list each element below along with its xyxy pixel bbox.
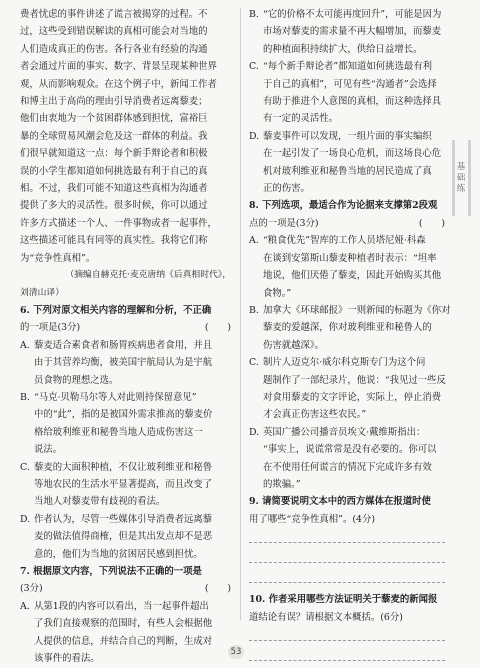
option-text: 由于其营养均衡，被美国宇航局认为是宇航 bbox=[34, 357, 213, 369]
option-letter: A. bbox=[20, 339, 30, 351]
option-letter: D. bbox=[249, 426, 260, 438]
question-10 bbox=[249, 591, 445, 626]
question-8 bbox=[249, 197, 445, 232]
answer-area-q10[interactable] bbox=[249, 629, 445, 668]
option-letter: A. bbox=[20, 600, 30, 612]
option-text: 当地人对藜麦带有歧视的看法。 bbox=[34, 496, 166, 508]
source-line: （摘编自赫克托·麦克唐纳《后真相时代》， bbox=[65, 270, 231, 281]
option-c[interactable] bbox=[20, 459, 231, 511]
option-text: 才会真正伤害这些农民。” bbox=[263, 409, 367, 421]
passage-line: 者会通过片面的事实、数字、背景呈现某种世界 bbox=[20, 61, 217, 73]
option-text: 格给玻利维亚和秘鲁当地人造成伤害这一 bbox=[34, 426, 203, 438]
option-text: 的欺骗。” bbox=[263, 478, 301, 490]
option-text: 英国广播公司播音员埃文·戴维斯指出： bbox=[263, 426, 426, 438]
option-text: 等地农民的生活水平显著提高，而且改变了 bbox=[34, 478, 213, 490]
option-text: 的种植面积持续扩大，供给日益增长。 bbox=[263, 43, 423, 55]
question-stem: 作者采用哪些方法证明关于藜麦的新闻报 bbox=[268, 594, 438, 606]
score-label: (3分) bbox=[57, 322, 81, 334]
passage bbox=[20, 6, 231, 267]
option-text: 加拿大《环球邮报》一则新闻的标题为《你对 bbox=[263, 304, 451, 316]
page-number bbox=[228, 645, 248, 661]
option-text: 中的“此”，指的是被国外需求推高的藜麦价 bbox=[34, 409, 213, 421]
option-letter: C. bbox=[20, 461, 30, 473]
option-text: 于自己的真相”，可见有些“沟通者”会选择 bbox=[263, 78, 437, 90]
source-line: 刘清山译） bbox=[20, 287, 64, 298]
side-tab-stripe bbox=[468, 140, 471, 216]
option-letter: D. bbox=[20, 513, 31, 525]
passage-line: 这些描述可能具有同等的真实性。我将它们称 bbox=[20, 235, 208, 247]
passage-line: 人们造成真正的伤害。各行各业有经验的沟通 bbox=[20, 43, 208, 55]
question-number: 10. bbox=[249, 594, 266, 606]
answer-bracket[interactable]: ( ) bbox=[204, 583, 231, 595]
answer-line[interactable] bbox=[249, 531, 445, 543]
option-text: 了我们直接观察的范围时，有些人会根据他 bbox=[34, 618, 213, 630]
score-label: (3分) bbox=[20, 583, 43, 595]
option-c[interactable] bbox=[249, 58, 445, 128]
question-stem: 用了哪些“竞争性真相”。 bbox=[249, 513, 353, 525]
passage-line: 为“竞争性真相”。 bbox=[20, 252, 96, 264]
passage-line: 观，从而影响观众。在这个例子中，新闻工作者 bbox=[20, 78, 217, 90]
passage-line: 许多方式描述一个人、一件事物或者一起事件， bbox=[20, 217, 217, 229]
option-text: 人提供的信息，并结合自己的判断，生成对 bbox=[34, 635, 213, 647]
passage-line: 相。不过，我们可能不知道这些真相为沟通者 bbox=[20, 183, 208, 195]
passage-line: 他们由衷地为一个贫困群体感到担忧，富裕巨 bbox=[20, 113, 208, 125]
option-text: “事实上，说谎常常是没有必要的。你可以 bbox=[263, 444, 437, 456]
option-text: 地说，他们厌倦了藜麦，因此开始购买其他 bbox=[263, 270, 442, 282]
option-text: 正的伤害。 bbox=[263, 183, 310, 195]
answer-line[interactable] bbox=[249, 571, 445, 583]
page-number-badge: 53 bbox=[228, 645, 244, 659]
option-d[interactable] bbox=[249, 424, 445, 494]
option-c[interactable] bbox=[249, 354, 445, 424]
option-text: 从第1段的内容可以看出，当一起事件超出 bbox=[34, 600, 209, 612]
option-text: 制片人迈克尔·威尔科克斯专门为这个问 bbox=[263, 357, 426, 369]
answer-line[interactable] bbox=[249, 649, 445, 661]
option-text: 员食物的理想之选。 bbox=[34, 374, 119, 386]
passage-line: 们很早就知道这一点：每个新手辩论者和积极 bbox=[20, 148, 208, 160]
passage-line: 提供了多大的灵活性。很多时候，你可以通过 bbox=[20, 200, 208, 212]
passage-line: 过，这些受到错误解读的真相可能会对当地的 bbox=[20, 26, 208, 38]
left-column bbox=[20, 6, 231, 667]
option-letter: D. bbox=[249, 130, 260, 142]
option-text: 藜麦的爱越深，你对玻利维亚和秘鲁人的 bbox=[263, 322, 432, 334]
answer-line[interactable] bbox=[249, 629, 445, 641]
question-stem: 根据原文内容，下列说法不正确的一项是 bbox=[33, 566, 202, 577]
option-text: 对食用藜麦的文字评论，实际上，停止消费 bbox=[263, 391, 442, 403]
question-stem: 道结论有误？请根据文本概括。 bbox=[249, 611, 381, 623]
option-text: 伤害就越深》。 bbox=[263, 339, 324, 351]
option-d[interactable] bbox=[20, 511, 231, 563]
question-number: 7. bbox=[20, 566, 30, 577]
question-number: 8. bbox=[249, 200, 259, 212]
passage-line: 暴的全球贸易风潮会危及这一群体的利益。我 bbox=[20, 130, 208, 142]
question-number: 6. bbox=[20, 304, 30, 316]
option-text: 在不使用任何谎言的情况下完成许多有效 bbox=[263, 461, 432, 473]
question-stem: 请简要说明文本中的西方媒体在报道时使 bbox=[262, 496, 431, 508]
score-label: (6分) bbox=[380, 611, 403, 623]
option-a[interactable] bbox=[249, 232, 445, 302]
option-text: 有一定的灵活性。 bbox=[263, 113, 339, 125]
answer-bracket[interactable]: ( ) bbox=[204, 322, 231, 334]
right-column bbox=[249, 6, 451, 668]
option-a[interactable] bbox=[20, 598, 231, 668]
option-text: 题制作了一部纪录片，他说：“我见过一些反 bbox=[263, 374, 446, 386]
option-text: 藜麦事件可以发现，一组片面的事实编织 bbox=[263, 130, 432, 142]
option-text: 市场对藜麦的需求量不再大幅增加，而藜麦 bbox=[263, 26, 442, 38]
option-text: 该事件的看法。 bbox=[34, 653, 100, 665]
option-b[interactable] bbox=[20, 389, 231, 459]
question-stem: 的一项是 bbox=[20, 322, 58, 334]
passage-line: 误的小学生都知道如何挑选最有利于自己的真 bbox=[20, 165, 208, 177]
question-6 bbox=[20, 302, 231, 337]
question-stem: 下列对原文相关内容的理解和分析，不正确 bbox=[33, 304, 212, 316]
option-text: “每个新手辩论者”都知道如何挑选最有利 bbox=[263, 61, 432, 73]
option-text: 有助于推进个人意图的真相，而这种选择具 bbox=[263, 96, 442, 108]
option-letter: B. bbox=[249, 304, 259, 316]
option-b[interactable] bbox=[249, 6, 445, 58]
question-stem: 下列选项，最适合作为论据来支撑第2段观 bbox=[262, 200, 438, 212]
option-text: “粮食优先”智库的工作人员塔尼娅·科森 bbox=[263, 235, 426, 247]
option-text: 意的，他们为当地的贫困居民感到担忧。 bbox=[34, 548, 203, 560]
side-tab bbox=[452, 140, 472, 216]
column-divider bbox=[240, 8, 241, 620]
side-tab-label: 基础练 bbox=[456, 162, 466, 194]
option-b[interactable] bbox=[249, 302, 451, 354]
answer-bracket[interactable]: ( ) bbox=[418, 217, 445, 229]
option-letter: B. bbox=[20, 391, 30, 403]
question-number: 9. bbox=[249, 496, 259, 508]
passage-line: 和博主出于高尚的理由引导消费者远离藜麦； bbox=[20, 96, 208, 108]
option-d[interactable] bbox=[249, 128, 445, 198]
question-9 bbox=[249, 493, 445, 528]
option-text: 麦的做法值得商榷，但是其出发点却不是恶 bbox=[34, 531, 213, 543]
score-label: (4分) bbox=[352, 513, 375, 525]
option-text: 藜麦的大面积种植，不仅让玻利维亚和秘鲁 bbox=[34, 461, 213, 473]
answer-line[interactable] bbox=[249, 551, 445, 563]
option-text: 食物。” bbox=[263, 287, 292, 299]
options-q6 bbox=[20, 337, 231, 563]
option-text: “马克·贝勒马尔等人对此则持保留意见” bbox=[34, 391, 197, 403]
option-text: 作者认为，尽管一些媒体引导消费者远离藜 bbox=[34, 513, 213, 525]
option-text: 机对玻利维亚和秘鲁当地的居民造成了真 bbox=[263, 165, 432, 177]
option-letter: B. bbox=[249, 9, 259, 20]
option-text: “它的价格不太可能再度回升”，可能是因为 bbox=[263, 9, 442, 20]
source-citation bbox=[20, 267, 231, 302]
option-text: 在谈到安第斯山藜麦种植者时表示：“坦率 bbox=[263, 252, 437, 264]
passage-line: 费者忧虑的事件讲述了谎言被揭穿的过程。不 bbox=[20, 9, 208, 20]
score-label: (3分) bbox=[295, 217, 319, 229]
option-letter: C. bbox=[249, 61, 259, 73]
answer-area-q9[interactable] bbox=[249, 531, 445, 583]
option-text: 说法。 bbox=[34, 444, 63, 456]
option-text: 藜麦适合素食者和肠胃疾病患者食用，并且 bbox=[34, 339, 213, 351]
option-letter: C. bbox=[249, 357, 259, 369]
option-text: 在一起引发了一场良心危机，而这场良心危 bbox=[263, 148, 442, 160]
option-letter: A. bbox=[249, 235, 259, 247]
question-stem: 点的一项是 bbox=[249, 217, 296, 229]
question-7 bbox=[20, 563, 231, 598]
option-a[interactable] bbox=[20, 337, 231, 389]
